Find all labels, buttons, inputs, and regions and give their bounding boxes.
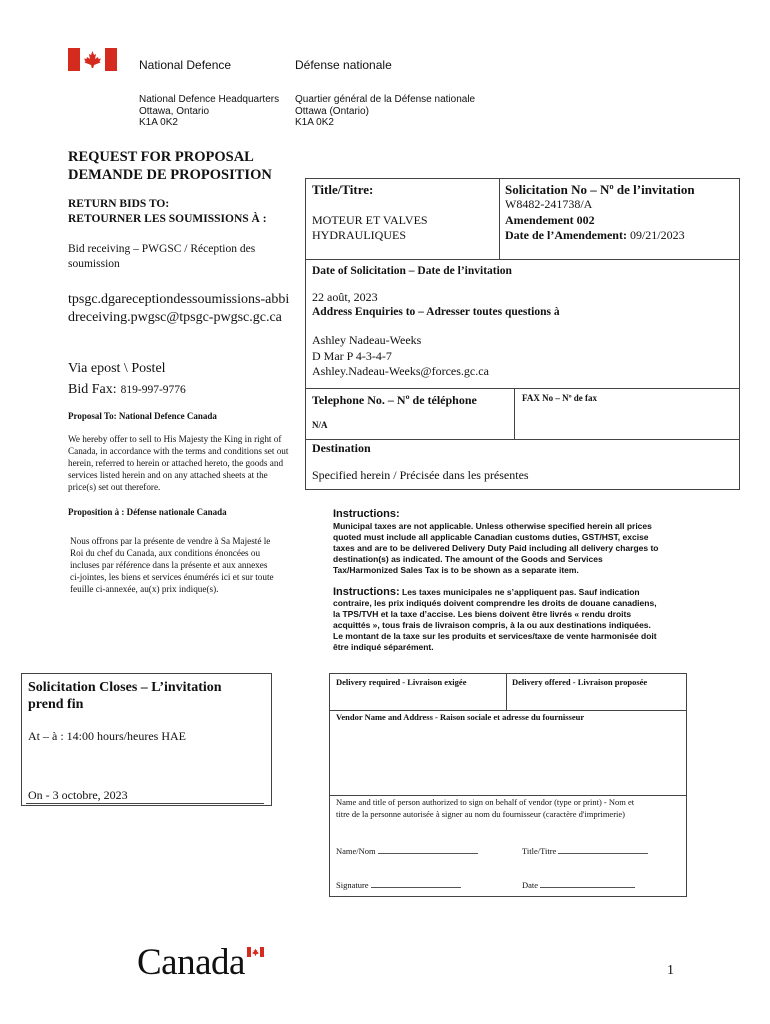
page-number: 1 <box>667 963 674 978</box>
telephone-label: Telephone No. – Nº de téléphone <box>312 393 477 407</box>
offer-text-en: We hereby offer to sell to His Majesty the King in right of Canada, in accordance with the terms and conditions set out herein, referred to herein or attached hereto, the goods and services listed herein and on any attached sheets at the price(s) set out therefore. <box>68 434 289 492</box>
instructions-fr: Instructions: Les taxes municipales ne s’appliquent pas. Sauf indication contraire, les prix indiqués doivent comprendre les droits de douane canadiens, la TPS/TVH et la taxe d’accise. Les biens doivent être livrés « rendu droits acquittés », tous frais de livraison compris, à la ou aux destinations indiquées. Le montant de la taxe sur les produits et services/taxe de vente harmonisée doit être indiqué séparément. <box>333 586 657 652</box>
bid-fax: Bid Fax: 819-997-9776 <box>68 382 186 397</box>
vendor-name-label: Vendor Name and Address - Raison sociale et adresse du fournisseur <box>336 712 585 722</box>
name-field[interactable]: Name/Nom <box>336 845 478 856</box>
signature-field[interactable]: Signature <box>336 879 461 890</box>
solicitation-date-label: Date of Solicitation – Date de l’invitation <box>312 265 512 277</box>
proposal-to: Proposal To: National Defence Canada <box>68 411 217 421</box>
solicitation-no: W8482-241738/A <box>505 197 593 211</box>
vendor-box <box>329 673 687 897</box>
authorized-person-label: Name and title of person authorized to sign on behalf of vendor (type or print) - Nom et titre de la personne autorisée à signer au nom du fournisseur (caractère d'imprimerie) <box>336 797 635 819</box>
dept-name-fr: Défense nationale <box>295 58 392 72</box>
proposition-a: Proposition à : Défense nationale Canada <box>68 507 227 517</box>
bid-receiving: Bid receiving – PWGSC / Réception des soumission <box>68 243 256 270</box>
fax-label: FAX No – Nº de fax <box>522 393 598 403</box>
hq-address-en: National Defence Headquarters Ottawa, Ontario K1A 0K2 <box>139 94 280 128</box>
amendment-no: Amendement 002 <box>505 213 595 227</box>
offer-text-fr: Nous offrons par la présente de vendre à Sa Majesté le Roi du chef du Canada, aux conditions énoncées ou incluses par référence dans la présente et aux annexes ci-jointes, les biens et services énumérés ici et sur toute feuille ci-annexée, au(x) prix indique(s). <box>70 536 274 594</box>
closing-date: On - 3 octobre, 2023 <box>28 788 128 802</box>
closing-time: At – à : 14:00 hours/heures HAE <box>28 729 186 743</box>
delivery-required-label: Delivery required - Livraison exigée <box>336 677 467 687</box>
instructions-heading: Instructions: <box>333 508 400 520</box>
solicitation-no-label: Solicitation No – Nº de l’invitation <box>505 182 695 197</box>
contact-info: Ashley Nadeau-Weeks D Mar P 4-3-4-7 Ashley.Nadeau-Weeks@forces.gc.ca <box>312 333 489 378</box>
telephone-value: N/A <box>312 420 328 430</box>
document-title: REQUEST FOR PROPOSAL DEMANDE DE PROPOSITION <box>68 149 272 183</box>
title-field[interactable]: Title/Titre <box>522 845 648 856</box>
hq-address-fr: Quartier général de la Défense nationale Ottawa (Ontario) K1A 0K2 <box>295 94 476 128</box>
instructions-en: Municipal taxes are not applicable. Unless otherwise specified herein all prices quoted must include all applicable Canadian customs duties, GST/HST, excise taxes and are to be delivered Delivery Duty Paid including all delivery charges to destination(s) as indicated. The amount of the Goods and Services Tax/Harmonized Sales Tax is to be shown as a separate item. <box>333 521 659 575</box>
title-label: Title/Titre: <box>312 182 374 197</box>
dept-name-en: National Defence <box>139 58 232 72</box>
destination-value: Specified herein / Précisée dans les présentes <box>312 468 529 482</box>
amendment-date: Date de l’Amendement: 09/21/2023 <box>505 228 685 242</box>
date-field[interactable]: Date <box>522 879 635 890</box>
canada-wordmark: Canada <box>137 942 245 983</box>
contact-email-link[interactable]: Ashley.Nadeau-Weeks@forces.gc.ca <box>312 364 489 378</box>
destination-label: Destination <box>312 441 371 455</box>
enquiries-label: Address Enquiries to – Adresser toutes questions à <box>312 306 560 318</box>
bid-email-link[interactable]: tpsgc.dgareceptiondessoumissions-abbidreceiving.pwgsc@tpsgc-pwgsc.gc.ca <box>68 292 290 325</box>
via-epost: Via epost \ Postel <box>68 361 166 376</box>
canada-flag-icon <box>68 48 117 71</box>
delivery-offered-label: Delivery offered - Livraison proposée <box>512 677 648 687</box>
title-value: MOTEUR ET VALVES HYDRAULIQUES <box>312 213 428 242</box>
return-bids-heading: RETURN BIDS TO: RETOURNER LES SOUMISSIONS À : <box>68 198 267 225</box>
solicitation-date: 22 août, 2023 <box>312 290 378 304</box>
wordmark-flag-icon <box>247 944 264 954</box>
solicitation-closes-title: Solicitation Closes – L’invitation prend fin <box>28 680 222 712</box>
